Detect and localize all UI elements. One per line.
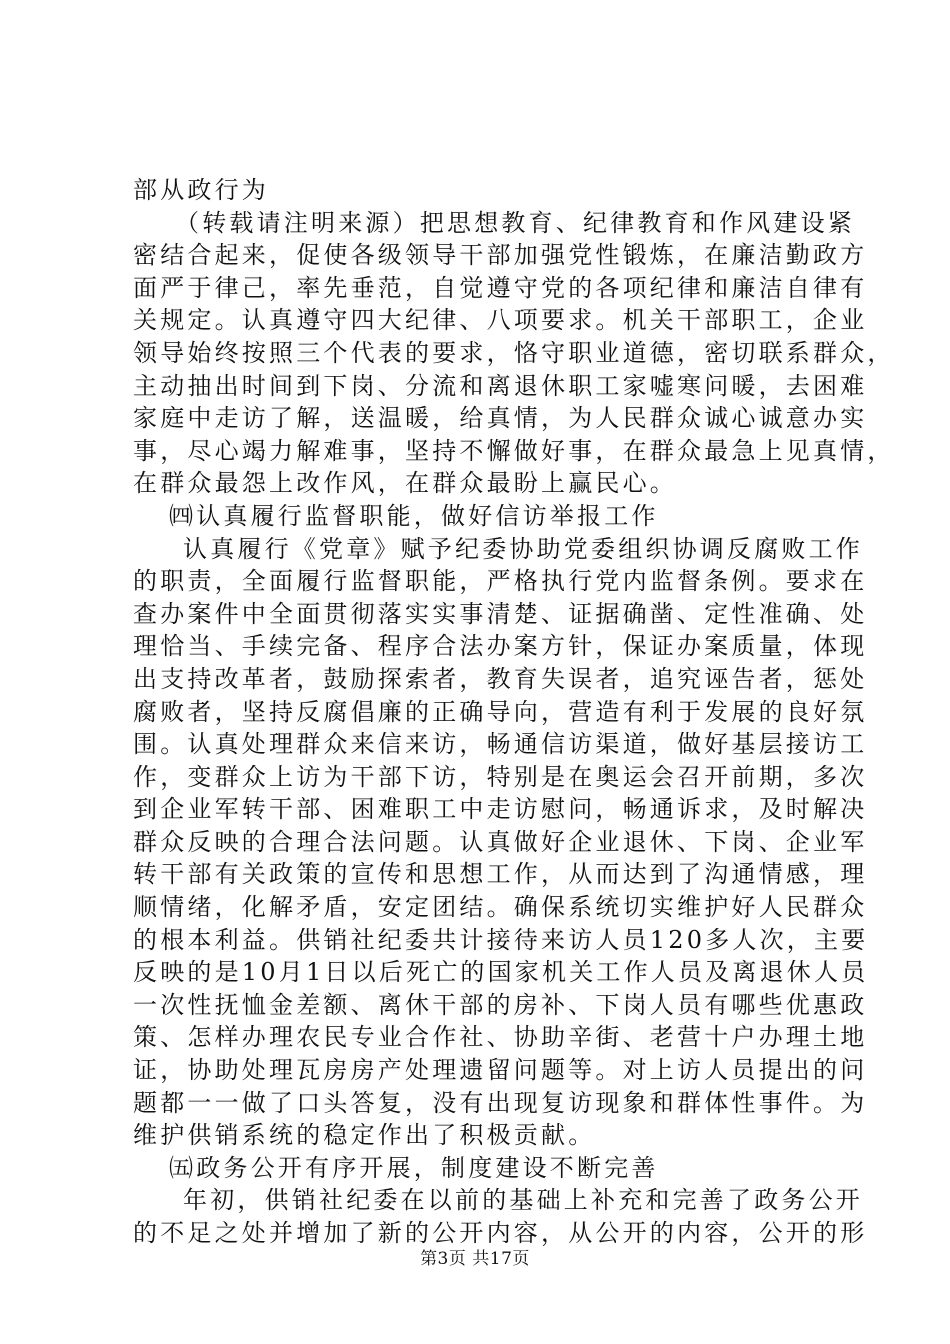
text-line: 在群众最怨上改作风，在群众最盼上赢民心。 xyxy=(133,469,677,498)
text-line: 事，尽心竭力解难事，坚持不懈做好事，在群众最急上见真情， xyxy=(133,436,895,465)
text-line: 查办案件中全面贯彻落实实事清楚、证据确凿、定性准确、处 xyxy=(133,599,868,628)
text-line: 题都一一做了口头答复，没有出现复访现象和群体性事件。为 xyxy=(133,1088,868,1117)
section-heading: ㈤政务公开有序开展，制度建设不断完善 xyxy=(169,1153,659,1182)
text-line: 认真履行《党章》赋予纪委协助党委组织协调反腐败工作 xyxy=(183,534,863,563)
text-line: 反映的是10月1日以后死亡的国家机关工作人员及离退休人员 xyxy=(133,958,869,987)
text-line: 的根本利益。供销社纪委共计接待来访人员120多人次，主要 xyxy=(133,925,869,954)
text-line: 关规定。认真遵守四大纪律、八项要求。机关干部职工，企业 xyxy=(133,306,868,335)
text-line: 围。认真处理群众来信来访，畅通信访渠道，做好基层接访工 xyxy=(133,730,868,759)
text-line: 密结合起来，促使各级领导干部加强党性锻炼，在廉洁勤政方 xyxy=(133,241,868,270)
text-line: 作，变群众上访为干部下访，特别是在奥运会召开前期，多次 xyxy=(133,762,868,791)
page-number-footer: 第3页 共17页 xyxy=(420,1249,530,1269)
text-line: 理恰当、手续完备、程序合法办案方针，保证办案质量，体现 xyxy=(133,632,868,661)
text-line: 维护供销系统的稳定作出了积极贡献。 xyxy=(133,1121,596,1150)
text-line: （转载请注明来源）把思想教育、纪律教育和作风建设紧 xyxy=(175,208,855,237)
text-line: 一次性抚恤金差额、离休干部的房补、下岗人员有哪些优惠政 xyxy=(133,990,868,1019)
text-line: 证，协助处理瓦房房产处理遗留问题等。对上访人员提出的问 xyxy=(133,1056,868,1085)
text-line: 的职责，全面履行监督职能，严格执行党内监督条例。要求在 xyxy=(133,567,868,596)
text-line: 部从政行为 xyxy=(133,176,269,204)
text-line: 腐败者，坚持反腐倡廉的正确导向，营造有利于发展的良好氛 xyxy=(133,697,868,726)
text-line: 到企业军转干部、困难职工中走访慰问，畅通诉求，及时解决 xyxy=(133,795,868,824)
text-line: 领导始终按照三个代表的要求，恪守职业道德，密切联系群众， xyxy=(133,338,895,367)
text-line: 主动抽出时间到下岗、分流和离退休职工家嘘寒问暖，去困难 xyxy=(133,371,868,400)
text-line: 策、怎样办理农民专业合作社、协助辛街、老营十户办理土地 xyxy=(133,1023,868,1052)
text-line: 面严于律己，率先垂范，自觉遵守党的各项纪律和廉洁自律有 xyxy=(133,273,868,302)
section-heading: ㈣认真履行监督职能，做好信访举报工作 xyxy=(169,501,659,530)
text-line: 顺情绪，化解矛盾，安定团结。确保系统切实维护好人民群众 xyxy=(133,893,868,922)
text-line: 年初，供销社纪委在以前的基础上补充和完善了政务公开 xyxy=(183,1186,863,1215)
text-line: 转干部有关政策的宣传和思想工作，从而达到了沟通情感，理 xyxy=(133,860,868,889)
text-line: 的不足之处并增加了新的公开内容，从公开的内容，公开的形 xyxy=(133,1219,868,1247)
document-body xyxy=(133,174,895,1250)
text-line: 家庭中走访了解，送温暖，给真情，为人民群众诚心诚意办实 xyxy=(133,404,868,433)
text-line: 出支持改革者，鼓励探索者，教育失误者，追究诬告者，惩处 xyxy=(133,664,868,693)
text-line: 群众反映的合理合法问题。认真做好企业退休、下岗、企业军 xyxy=(133,827,868,856)
